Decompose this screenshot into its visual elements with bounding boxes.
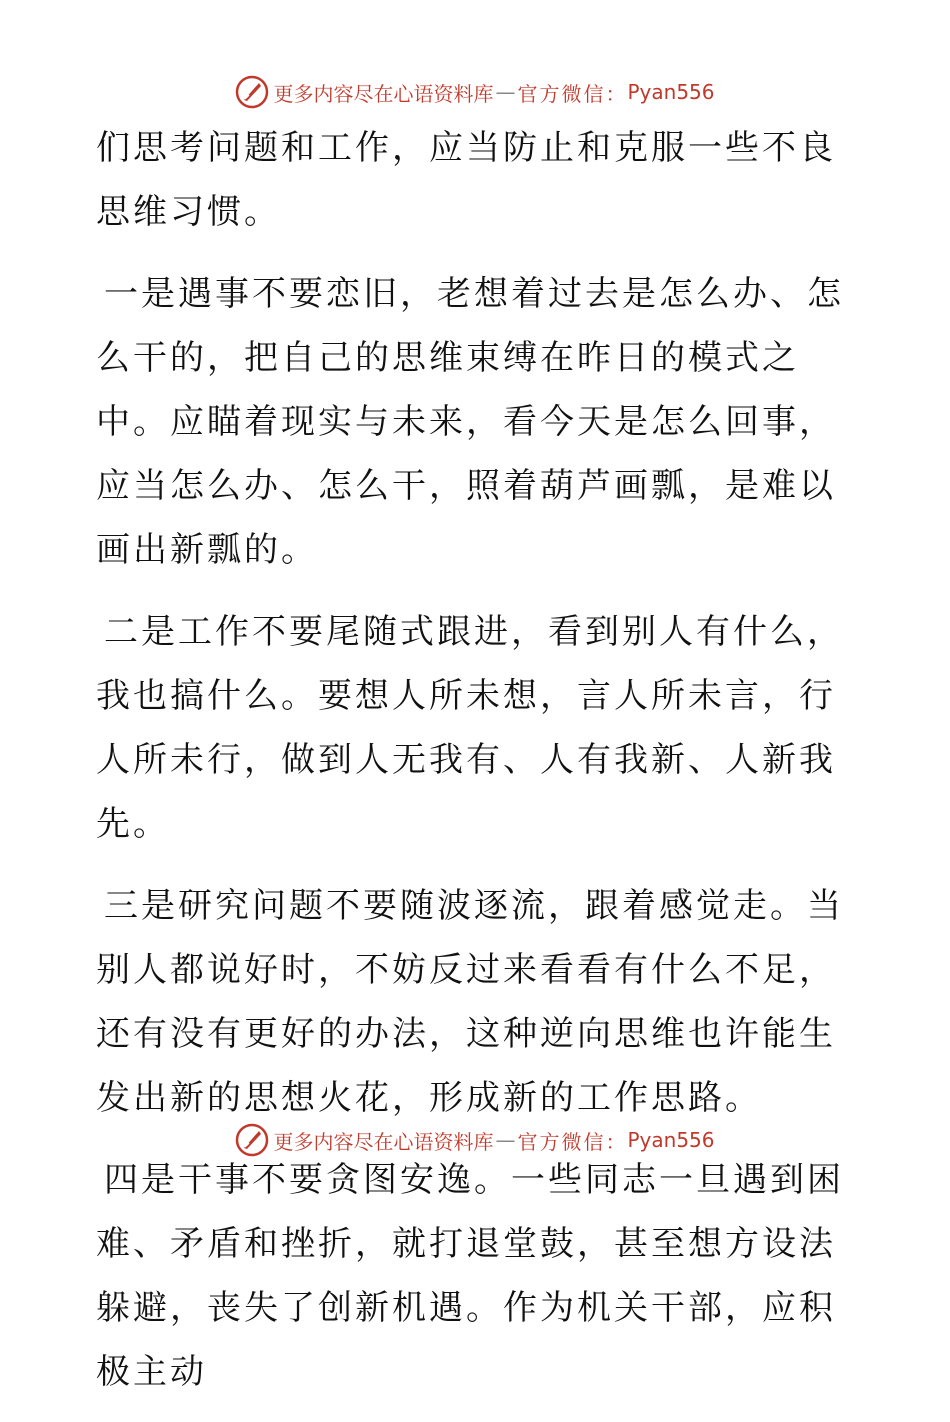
paragraph-point-1: 一是遇事不要恋旧，老想着过去是怎么办、怎么干的，把自己的思维束缚在昨日的模式之中。应瞄着现实与未来，看今天是怎么回事，应当怎么办、怎么干，照着葫芦画瓢，是难以画出新瓢的。 xyxy=(96,274,844,570)
banner-separator: — xyxy=(495,1128,516,1152)
banner-text: 更多内容尽在心语资料库 xyxy=(273,81,494,106)
quill-logo-icon xyxy=(235,75,269,109)
banner-separator: — xyxy=(495,80,516,104)
paragraph-point-4: 四是干事不要贪图安逸。一些同志一旦遇到困难、矛盾和挫折，就打退堂鼓，甚至想方设法躲避，丧失了创新机遇。作为机关干部，应积极主动 xyxy=(96,1160,844,1392)
wechat-label: 官方微信： xyxy=(517,81,628,106)
paragraph-point-3: 三是研究问题不要随波逐流，跟着感觉走。当别人都说好时，不妨反过来看看有什么不足，还有没有更好的办法，这种逆向思维也许能生发出新的思想火花，形成新的工作思路。 xyxy=(96,886,844,1118)
banner-text: 更多内容尽在心语资料库 xyxy=(273,1129,494,1154)
quill-logo-icon xyxy=(235,1123,269,1157)
document-body xyxy=(96,116,856,1422)
footer-banner xyxy=(0,1118,950,1162)
wechat-label: 官方微信： xyxy=(517,1129,628,1154)
wechat-id: Pyan556 xyxy=(627,80,715,104)
paragraph-point-2: 二是工作不要尾随式跟进，看到别人有什么，我也搞什么。要想人所未想，言人所未言，行人所未行，做到人无我有、人有我新、人新我先。 xyxy=(96,612,844,844)
paragraph-intro: 们思考问题和工作，应当防止和克服一些不良思维习惯。 xyxy=(96,128,836,232)
wechat-id: Pyan556 xyxy=(627,1128,715,1152)
header-banner xyxy=(0,70,950,114)
